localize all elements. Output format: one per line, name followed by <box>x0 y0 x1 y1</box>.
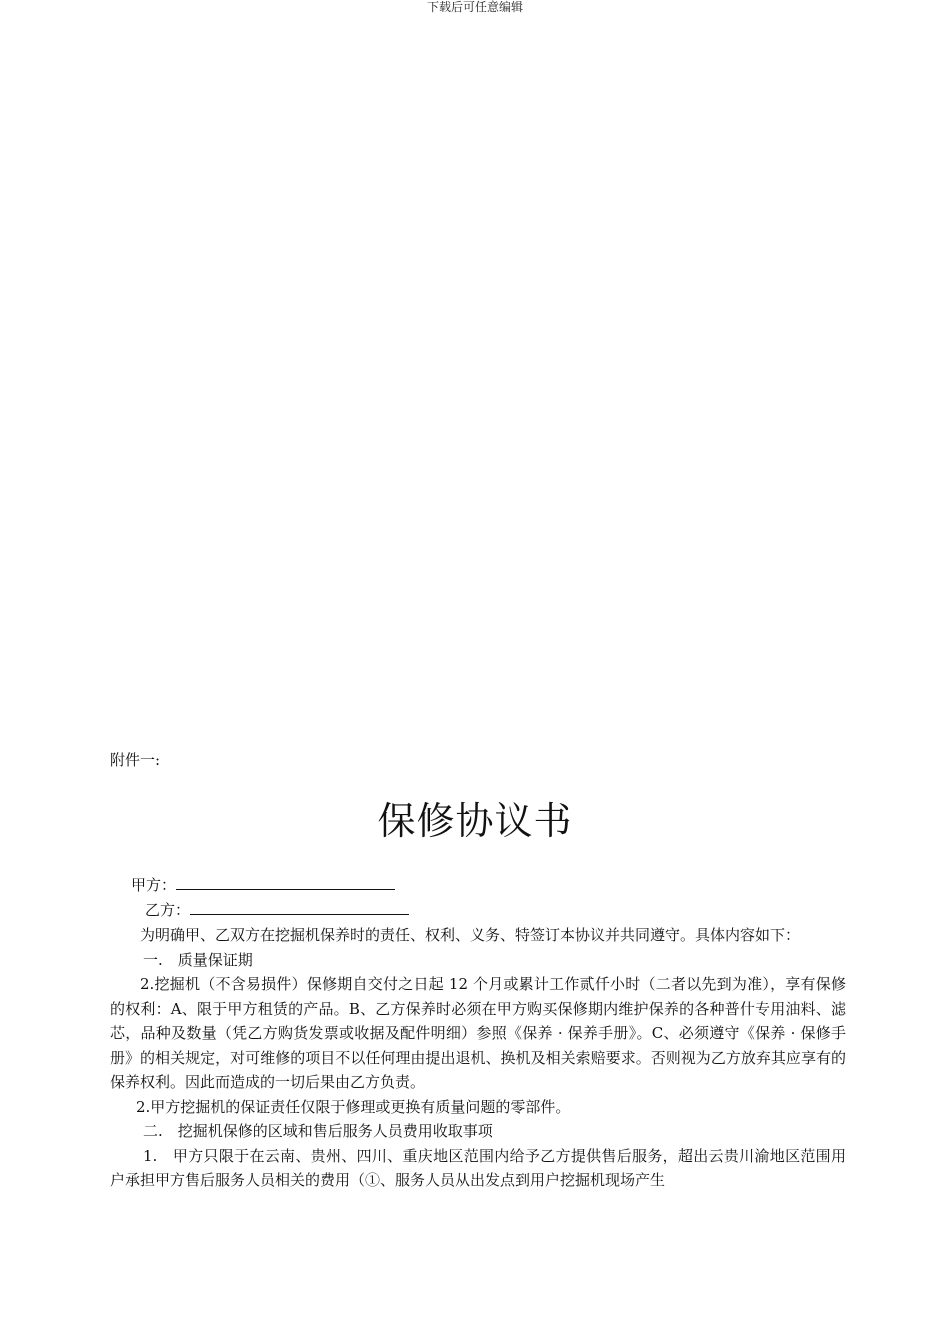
document-title: 保修协议书 <box>377 799 573 844</box>
party-b-line <box>145 899 409 920</box>
party-a-blank <box>176 874 395 890</box>
attachment-label: 附件一: <box>110 751 161 769</box>
section-heading-2: 二. 挖掘机保修的区域和售后服务人员费用收取事项 <box>143 1122 493 1140</box>
section-heading-1: 一. 质量保证期 <box>143 950 253 969</box>
clause-2-1: 1. 甲方只限于在云南、贵州、四川、重庆地区范围内给予乙方提供售后服务，超出云贵川渝地区范围用户承担甲方售后服务人员相关的费用（①、服务人员从出发点到用户挖掘机现场产生 <box>110 1146 846 1189</box>
party-b-label: 乙方： <box>145 901 191 919</box>
agreement-body <box>110 923 846 1193</box>
clause-1-2: 2.挖掘机（不含易损件）保修期自交付之日起 12 个月或累计工作贰仟小时（二者以先到为准），享有保修的权利：A、限于甲方租赁的产品。B、乙方保养时必须在甲方购买保修期内维护保养的各种普什专用油料、滤芯，品种及数量（凭乙方购货发票或收据及配件明细）参照《保养 · 保养手册》。C、必须遵守《保养 · 保修手册》的相关规定，对可维修的项目不以任何理由提出退机、换机及相关索赔要求。否则视为乙方放弃其应享有的保养权利。因此而造成的一切后果由乙方负责。 <box>110 975 846 1091</box>
intro-paragraph: 为明确甲、乙双方在挖掘机保养时的责任、权利、义务、特签订本协议并共同遵守。具体内容如下： <box>140 926 801 944</box>
party-a-label: 甲方： <box>131 876 177 894</box>
clause-1-2b: 2.甲方挖掘机的保证责任仅限于修理或更换有质量问题的零部件。 <box>136 1097 571 1116</box>
header-note: 下载后可任意编辑 <box>426 0 523 14</box>
party-a-line <box>131 874 395 895</box>
party-b-blank <box>190 899 409 915</box>
